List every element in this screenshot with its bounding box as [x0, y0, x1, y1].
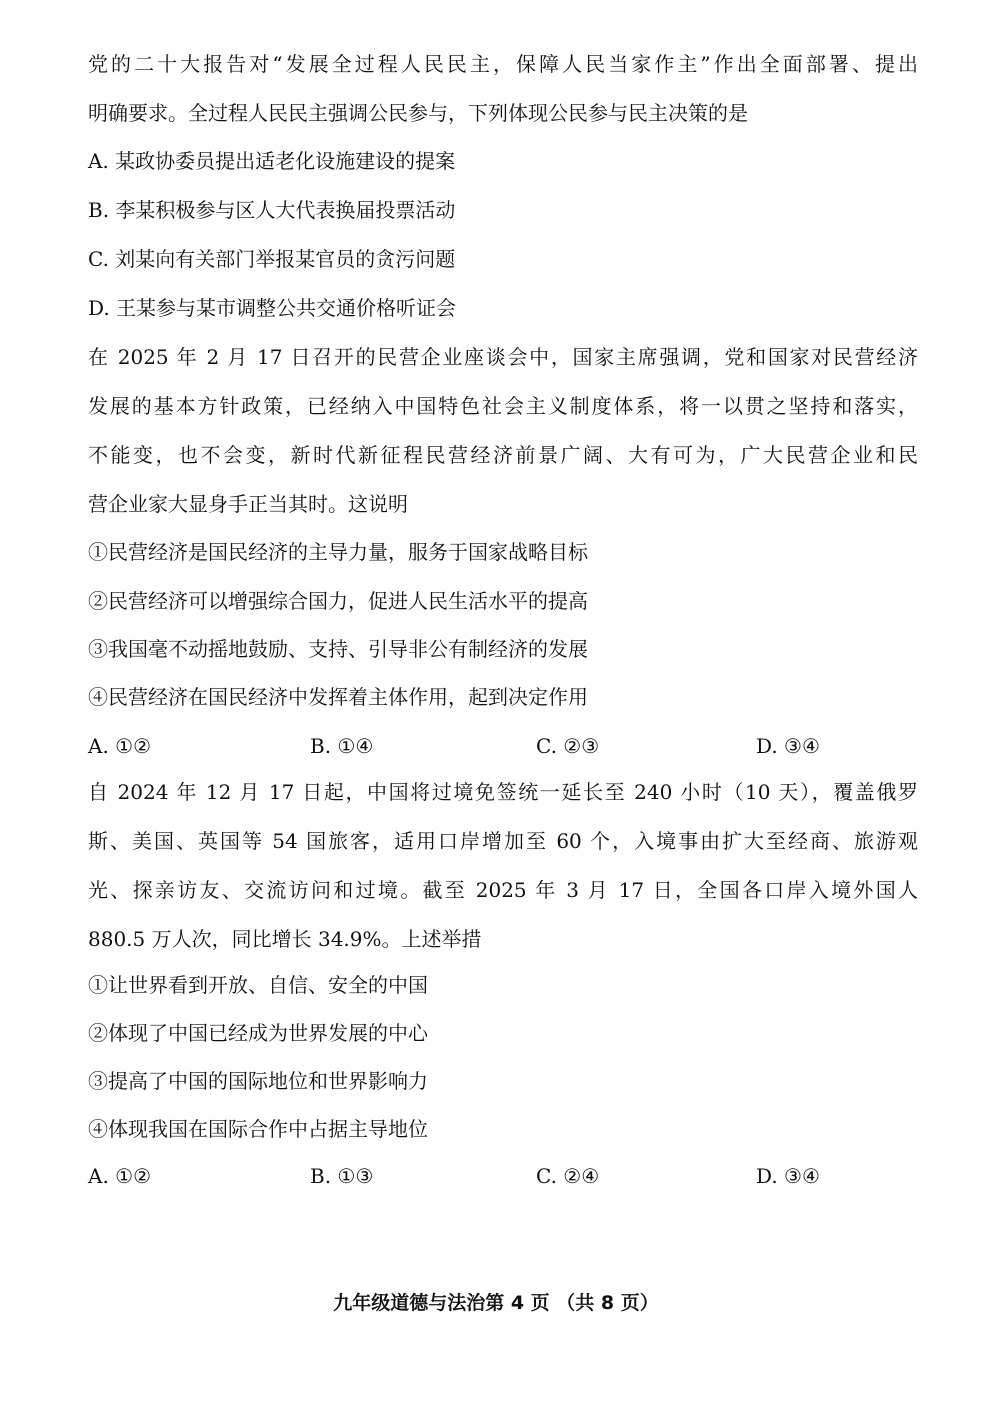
q2-option-c: C. ②③ [536, 734, 600, 758]
q1-option-a: A. 某政协委员提出适老化设施建设的提案 [88, 149, 456, 173]
q3-statement-2: ②体现了中国已经成为世界发展的中心 [88, 1021, 428, 1045]
q2-stem-line-3: 不能变，也不会变，新时代新征程民营经济前景广阔、大有可为，广大民营企业和民 [88, 443, 918, 467]
q3-stem-line-2: 斯、美国、英国等 54 国旅客，适用口岸增加至 60 个，入境事由扩大至经商、旅游观 [88, 829, 918, 853]
q1-option-c: C. 刘某向有关部门举报某官员的贪污问题 [88, 247, 456, 271]
q3-statement-4: ④体现我国在国际合作中占据主导地位 [88, 1117, 428, 1141]
q3-stem-line-4: 880.5 万人次，同比增长 34.9%。上述举措 [88, 927, 482, 951]
q1-option-b: B. 李某积极参与区人大代表换届投票活动 [88, 198, 456, 222]
q2-option-a: A. ①② [88, 734, 152, 758]
q1-stem-line-2: 明确要求。全过程人民民主强调公民参与，下列体现公民参与民主决策的是 [88, 101, 748, 125]
q2-statement-3: ③我国毫不动摇地鼓励、支持、引导非公有制经济的发展 [88, 637, 588, 661]
page-footer: 九年级道德与法治第 4 页 （共 8 页） [333, 1292, 659, 1314]
q3-option-c: C. ②④ [536, 1164, 600, 1188]
q2-statement-2: ②民营经济可以增强综合国力，促进人民生活水平的提高 [88, 589, 588, 613]
q3-statement-1: ①让世界看到开放、自信、安全的中国 [88, 973, 428, 997]
q2-stem-line-4: 营企业家大显身手正当其时。这说明 [88, 492, 408, 516]
q2-statement-4: ④民营经济在国民经济中发挥着主体作用，起到决定作用 [88, 685, 588, 709]
q3-option-b: B. ①③ [310, 1164, 374, 1188]
q3-stem-line-3: 光、探亲访友、交流访问和过境。截至 2025 年 3 月 17 日，全国各口岸入境外国人 [88, 878, 918, 902]
q2-statement-1: ①民营经济是国民经济的主导力量，服务于国家战略目标 [88, 540, 588, 564]
q1-stem-line-1: 党的二十大报告对“发展全过程人民民主，保障人民当家作主”作出全面部署、提出 [88, 52, 918, 76]
q2-stem-line-1: 在 2025 年 2 月 17 日召开的民营企业座谈会中，国家主席强调，党和国家对民营经济 [88, 345, 918, 369]
q3-option-a: A. ①② [88, 1164, 152, 1188]
q3-stem-line-1: 自 2024 年 12 月 17 日起，中国将过境免签统一延长至 240 小时（10 天），覆盖俄罗 [88, 780, 918, 804]
q3-statement-3: ③提高了中国的国际地位和世界影响力 [88, 1069, 428, 1093]
q2-option-b: B. ①④ [310, 734, 374, 758]
q2-option-d: D. ③④ [756, 734, 820, 758]
q3-option-d: D. ③④ [756, 1164, 820, 1188]
q2-stem-line-2: 发展的基本方针政策，已经纳入中国特色社会主义制度体系，将一以贯之坚持和落实， [88, 394, 918, 418]
q1-option-d: D. 王某参与某市调整公共交通价格听证会 [88, 296, 457, 320]
